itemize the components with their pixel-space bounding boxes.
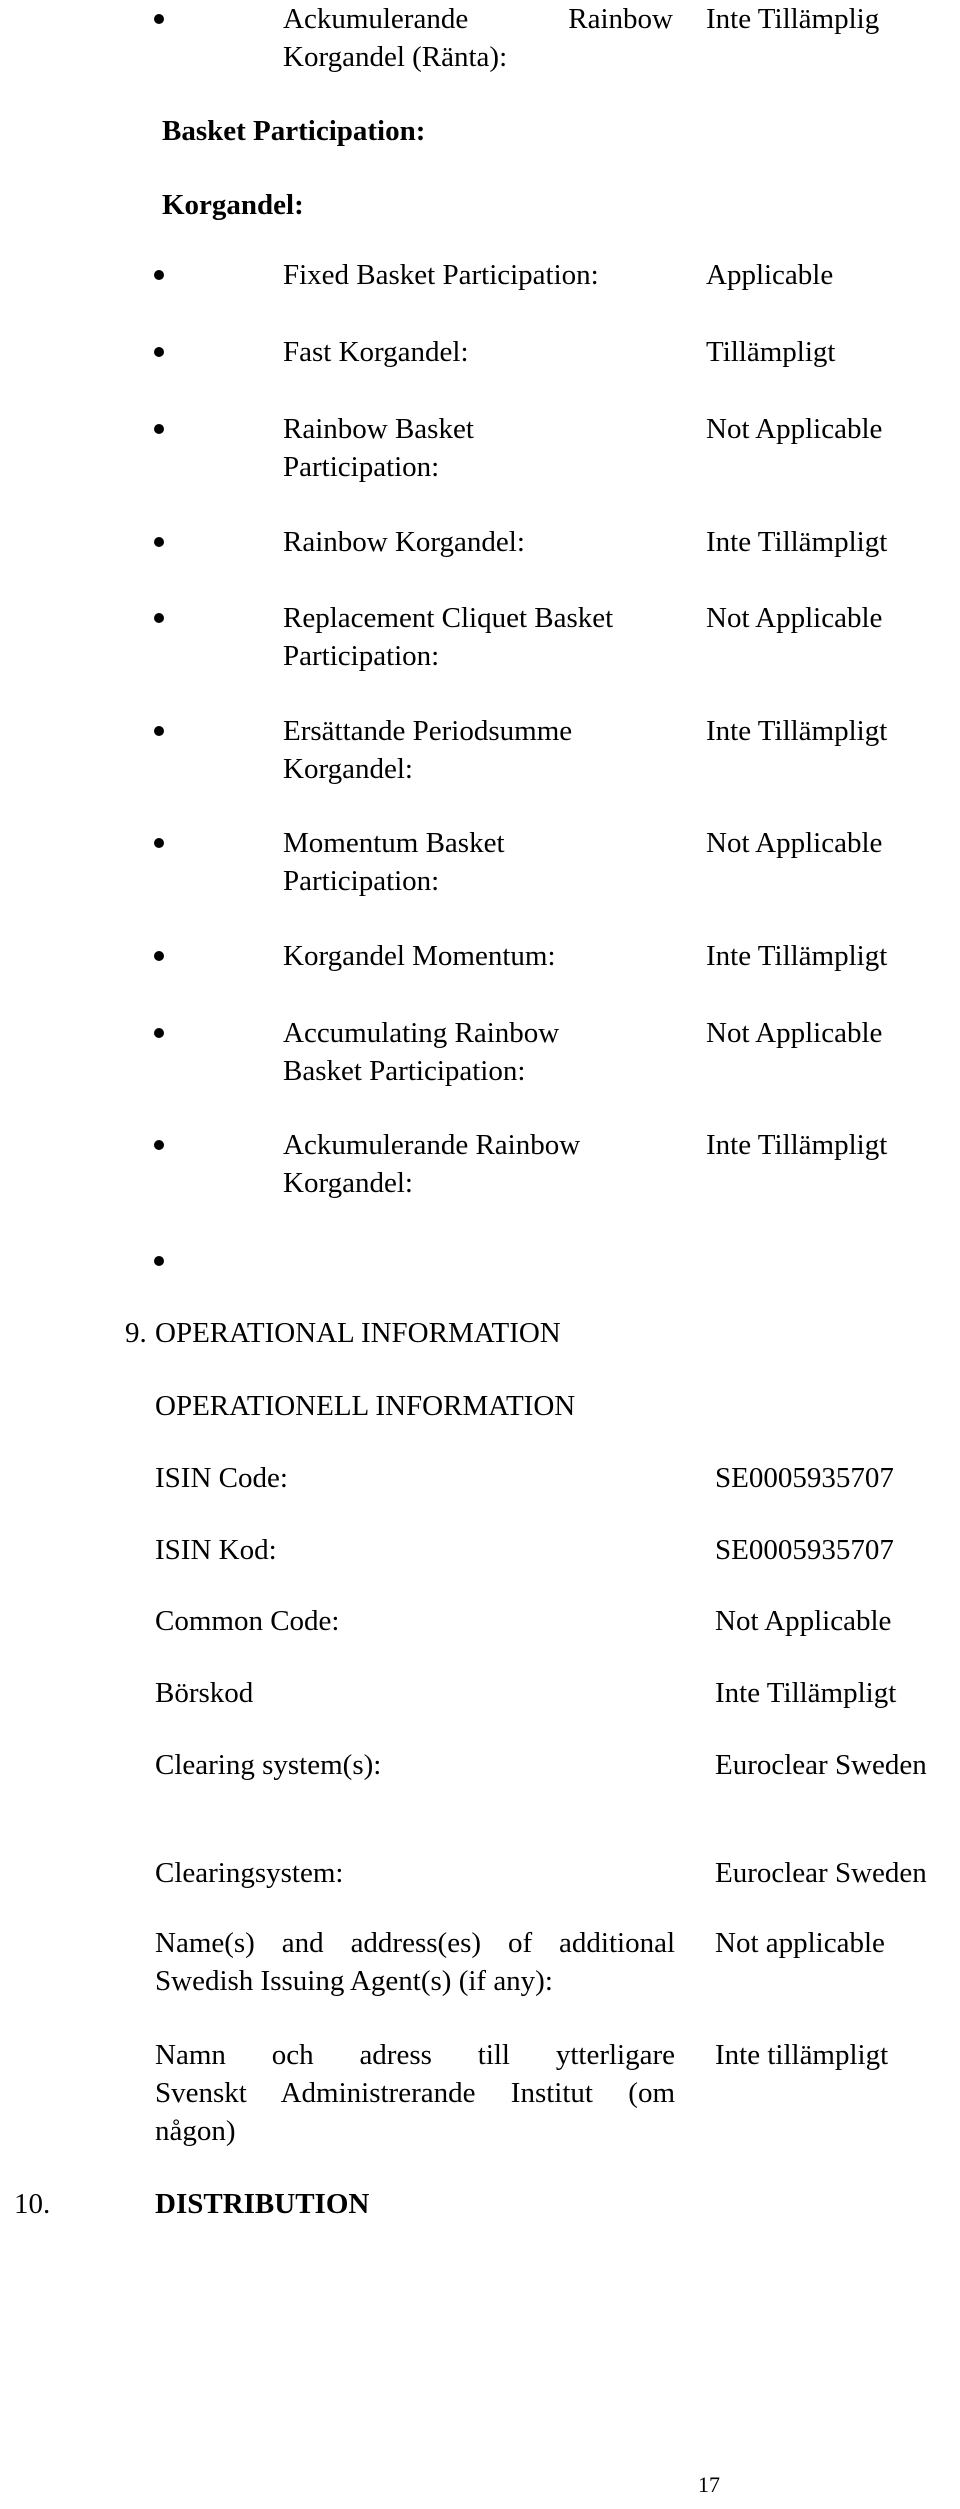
field-value-fixed-basket: Applicable <box>706 259 834 291</box>
bullet <box>154 1256 164 1266</box>
field-value-clearingsystem: Euroclear Sweden <box>715 1857 927 1889</box>
field-label-isin-code: ISIN Code: <box>155 1462 288 1494</box>
field-value-isin-kod: SE0005935707 <box>715 1534 894 1566</box>
field-label-ackumulerande-ranta: Ackumulerande Rainbow Korgandel (Ränta): <box>283 3 673 73</box>
field-label-borskod: Börskod <box>155 1677 254 1709</box>
field-label-ackumulerande-rainbow: Ackumulerande Rainbow Korgandel: <box>283 1129 581 1199</box>
field-label-clearingsystem: Clearingsystem: <box>155 1857 344 1889</box>
page-number: 17 <box>698 2472 720 2497</box>
field-value-fast-korgandel: Tillämpligt <box>706 336 836 368</box>
korgandel-heading: Korgandel: <box>162 189 304 221</box>
basket-participation-heading: Basket Participation: <box>162 115 426 147</box>
field-value-clearing-system: Euroclear Sweden <box>715 1749 927 1781</box>
field-label-momentum-basket: Momentum Basket Participation: <box>283 827 505 897</box>
field-label-swedish-issuing-agent: Name(s) and address(es) of additional Swedish Issuing Agent(s) (if any): <box>155 1927 676 1997</box>
field-value-rainbow-korgandel: Inte Tillämpligt <box>706 526 888 558</box>
field-value-common-code: Not Applicable <box>715 1605 892 1637</box>
field-value-isin-code: SE0005935707 <box>715 1462 894 1494</box>
bullet <box>154 838 164 848</box>
field-label-replacement-cliquet: Replacement Cliquet Basket Participation: <box>283 602 614 672</box>
field-value-momentum-basket: Not Applicable <box>706 827 883 859</box>
field-value-ackumulerande-ranta: Inte Tillämplig <box>706 3 880 35</box>
field-value-accumulating-rainbow: Not Applicable <box>706 1017 883 1049</box>
field-label-fixed-basket: Fixed Basket Participation: <box>283 259 599 291</box>
section-9-title-en: OPERATIONAL INFORMATION <box>155 1317 561 1349</box>
field-label-isin-kod: ISIN Kod: <box>155 1534 277 1566</box>
bullet <box>154 14 164 24</box>
field-value-swedish-issuing-agent: Not applicable <box>715 1927 885 1959</box>
field-label-accumulating-rainbow: Accumulating Rainbow Basket Participation: <box>283 1017 560 1087</box>
section-9-number: 9. <box>125 1317 147 1349</box>
bullet <box>154 424 164 434</box>
bullet <box>154 951 164 961</box>
section-10-title: DISTRIBUTION <box>155 2188 370 2220</box>
field-label-korgandel-momentum: Korgandel Momentum: <box>283 940 556 972</box>
bullet <box>154 613 164 623</box>
field-value-svenskt-institut: Inte tillämpligt <box>715 2039 889 2071</box>
bullet <box>154 270 164 280</box>
section-9-title-sv: OPERATIONELL INFORMATION <box>155 1390 576 1422</box>
section-10-number: 10. <box>14 2188 51 2220</box>
field-label-ersattande-periodsumme: Ersättande Periodsumme Korgandel: <box>283 715 573 785</box>
field-label-rainbow-basket: Rainbow Basket Participation: <box>283 413 474 483</box>
bullet <box>154 347 164 357</box>
bullet <box>154 1028 164 1038</box>
field-label-clearing-system: Clearing system(s): <box>155 1749 382 1781</box>
field-label-common-code: Common Code: <box>155 1605 340 1637</box>
field-value-replacement-cliquet: Not Applicable <box>706 602 883 634</box>
field-value-ackumulerande-rainbow: Inte Tillämpligt <box>706 1129 888 1161</box>
field-value-ersattande-periodsumme: Inte Tillämpligt <box>706 715 888 747</box>
field-label-rainbow-korgandel: Rainbow Korgandel: <box>283 526 525 558</box>
bullet <box>154 1140 164 1150</box>
bullet <box>154 726 164 736</box>
field-value-korgandel-momentum: Inte Tillämpligt <box>706 940 888 972</box>
bullet <box>154 537 164 547</box>
field-label-svenskt-institut: Namn och adress till ytterligare Svenskt Administrerande Institut (om någon) <box>155 2039 676 2147</box>
field-value-rainbow-basket: Not Applicable <box>706 413 883 445</box>
field-value-borskod: Inte Tillämpligt <box>715 1677 897 1709</box>
field-label-fast-korgandel: Fast Korgandel: <box>283 336 469 368</box>
